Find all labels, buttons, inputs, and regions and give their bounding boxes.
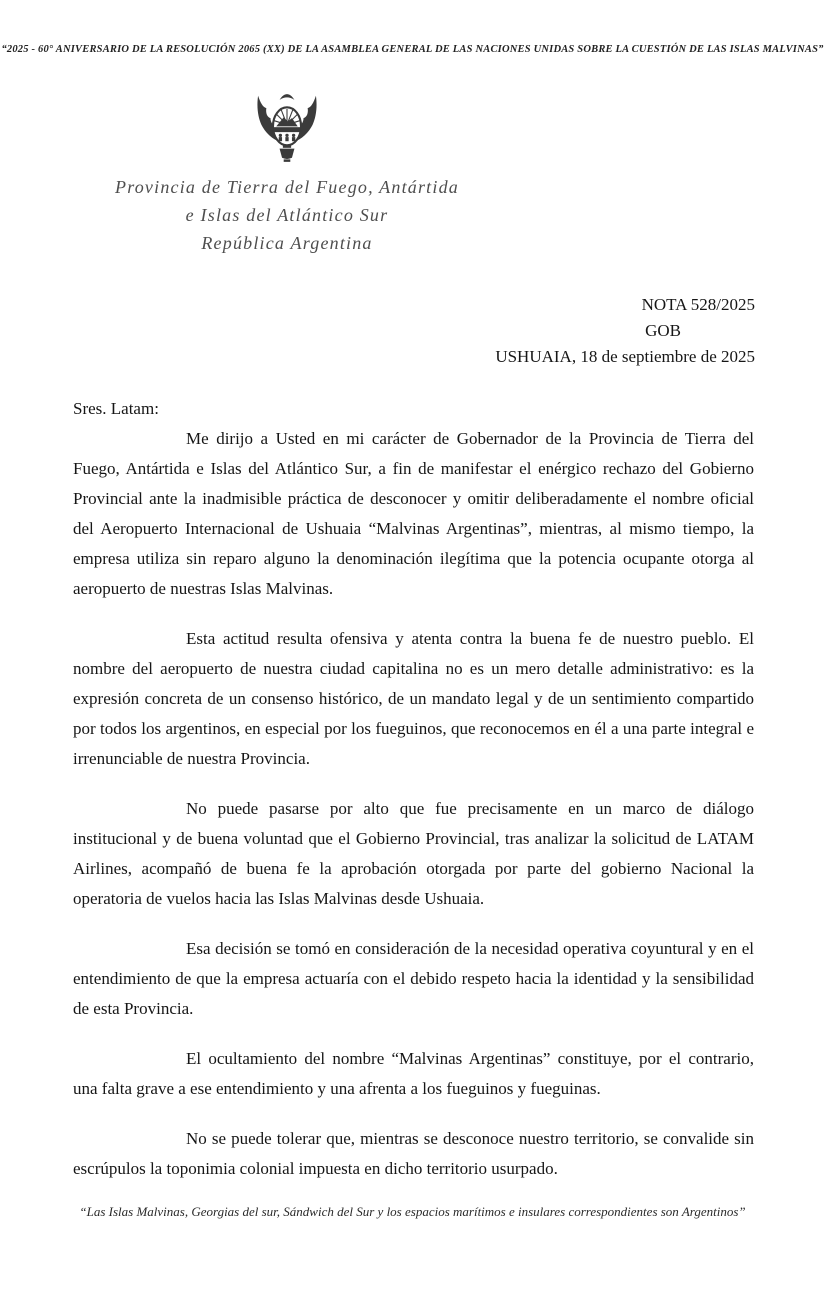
letterhead-line-3: República Argentina [201, 233, 373, 253]
reference-block [495, 292, 755, 370]
paragraph-3: No puede pasarse por alto que fue precisamente en un marco de diálogo institucional y de buena voluntad que el Gobierno Provincial, tras analizar la solicitud de LATAM Airlines, acompañó de buena fe la aprobación otorgada por parte del gobierno Nacional la operatoria de vuelos hacia las Islas Malvinas desde Ushuaia. [73, 799, 754, 908]
top-legend: “2025 - 60° ANIVERSARIO DE LA RESOLUCIÓN 2065 (XX) DE LA ASAMBLEA GENERAL DE LAS NACIONES UNIDAS SOBRE LA CUESTIÓN DE LAS ISLAS MALVINAS” [1, 44, 824, 55]
paragraph-4: Esa decisión se tomó en consideración de la necesidad operativa coyuntural y en el entendimiento de que la empresa actuaría con el debido respeto hacia la identidad y la sensibilidad de esta Provincia. [73, 939, 754, 1018]
office-code: GOB [645, 321, 681, 340]
paragraph-5: El ocultamiento del nombre “Malvinas Argentinas” constituye, por el contrario, una falta grave a ese entendimiento y una afrenta a los fueguinos y fueguinas. [73, 1049, 754, 1098]
letterhead [68, 90, 506, 257]
nota-number: NOTA 528/2025 [641, 295, 755, 314]
tierra-del-fuego-coat-of-arms-icon [245, 90, 329, 166]
salutation: Sres. Latam: [73, 399, 159, 418]
letter-body [73, 394, 754, 1204]
letterhead-line-1: Provincia de Tierra del Fuego, Antártida [115, 177, 459, 197]
letterhead-line-2: e Islas del Atlántico Sur [185, 205, 389, 225]
paragraph-6: No se puede tolerar que, mientras se desconoce nuestro territorio, se convalide sin escrúpulos la toponimia colonial impuesta en dicho territorio usurpado. [73, 1129, 754, 1178]
place-date: USHUAIA, 18 de septiembre de 2025 [495, 347, 755, 366]
paragraph-1: Me dirijo a Usted en mi carácter de Gobernador de la Provincia de Tierra del Fuego, Antártida e Islas del Atlántico Sur, a fin de manifestar el enérgico rechazo del Gobierno Provincial ante la inadmisible práctica de desconocer y omitir deliberadamente el nombre oficial del Aeropuerto Internacional de Ushuaia “Malvinas Argentinas”, mientras, al mismo tiempo, la empresa utiliza sin reparo alguno la denominación ilegítima que la potencia ocupante otorga al aeropuerto de nuestras Islas Malvinas. [73, 429, 754, 598]
bottom-legend: “Las Islas Malvinas, Georgias del sur, Sándwich del Sur y los espacios marítimos e insulares correspondientes son Argentinos” [79, 1204, 746, 1219]
paragraph-2: Esta actitud resulta ofensiva y atenta contra la buena fe de nuestro pueblo. El nombre del aeropuerto de nuestra ciudad capitalina no es un mero detalle administrativo: es la expresión concreta de un consenso histórico, de un mandato legal y de un sentimiento compartido por todos los argentinos, en especial por los fueguinos, que reconocemos en él a una parte integral e irrenunciable de nuestra Provincia. [73, 629, 754, 768]
